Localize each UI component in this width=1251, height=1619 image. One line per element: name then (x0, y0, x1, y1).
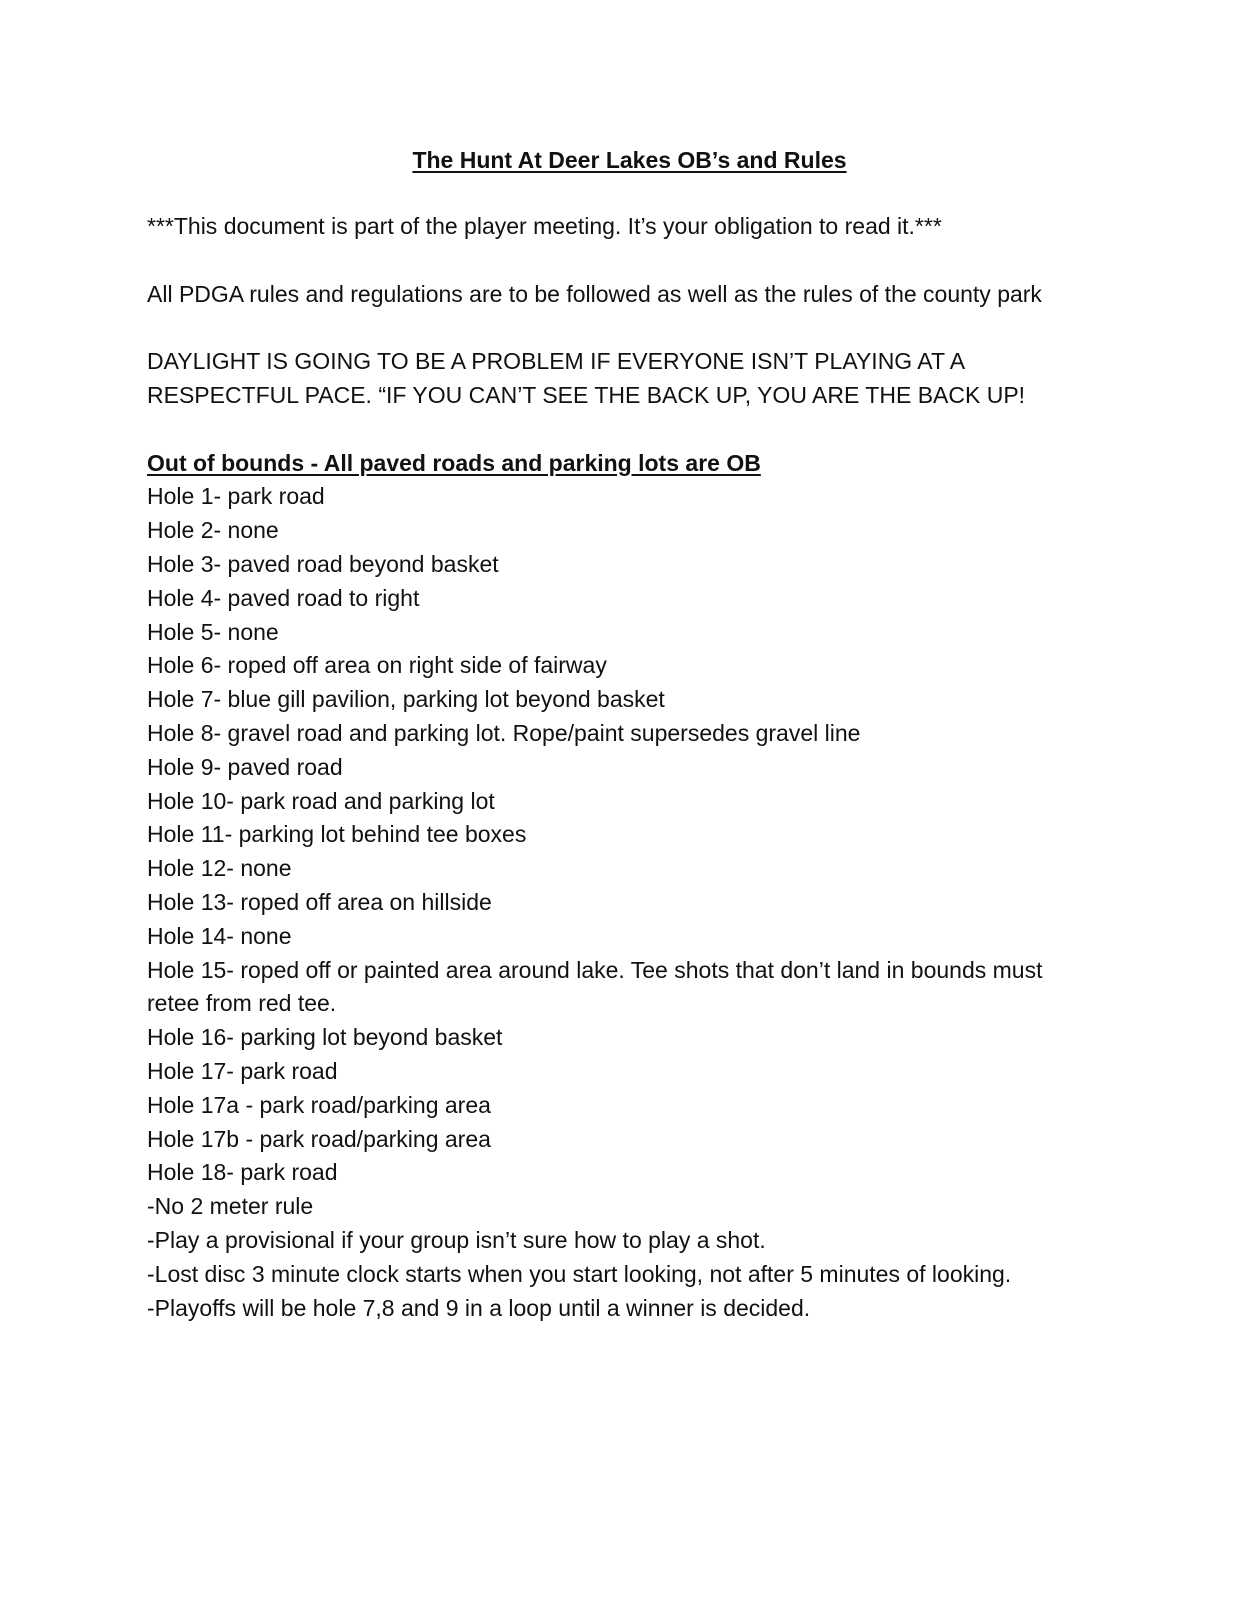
hole-ob-item: Hole 6- roped off area on right side of fairway (147, 652, 607, 679)
hole-ob-item: Hole 17b - park road/parking area (147, 1125, 491, 1152)
daylight-warning-line: DAYLIGHT IS GOING TO BE A PROBLEM IF EVERYONE ISN’T PLAYING AT A (147, 348, 966, 375)
hole-ob-item: Hole 15- roped off or painted area around lake. Tee shots that don’t land in bounds must (147, 956, 1043, 983)
hole-ob-item: Hole 5- none (147, 618, 279, 645)
hole-ob-item: Hole 13- roped off area on hillside (147, 888, 492, 915)
extra-rule-item: -Play a provisional if your group isn’t sure how to play a shot. (147, 1226, 766, 1253)
hole-ob-item: retee from red tee. (147, 990, 337, 1017)
extra-rule-item: -Lost disc 3 minute clock starts when you start looking, not after 5 minutes of looking. (147, 1260, 1012, 1287)
hole-ob-item: Hole 17a - park road/parking area (147, 1091, 491, 1118)
extra-rule-item: -No 2 meter rule (147, 1193, 314, 1220)
hole-ob-item: Hole 17- park road (147, 1057, 338, 1084)
daylight-warning (147, 345, 1112, 413)
hole-ob-item: Hole 2- none (147, 517, 279, 544)
hole-ob-item: Hole 8- gravel road and parking lot. Rope/paint supersedes gravel line (147, 719, 861, 746)
extra-rules-list (147, 1190, 1112, 1325)
hole-ob-item: Hole 16- parking lot beyond basket (147, 1024, 503, 1051)
hole-ob-list (147, 480, 1112, 1190)
hole-ob-item: Hole 14- none (147, 922, 292, 949)
hole-ob-item: Hole 11- parking lot behind tee boxes (147, 821, 527, 848)
hole-ob-item: Hole 9- paved road (147, 753, 343, 780)
extra-rule-item: -Playoffs will be hole 7,8 and 9 in a loop until a winner is decided. (147, 1294, 811, 1321)
daylight-warning-line: RESPECTFUL PACE. “IF YOU CAN’T SEE THE BACK UP, YOU ARE THE BACK UP! (147, 381, 1026, 408)
hole-ob-item: Hole 7- blue gill pavilion, parking lot beyond basket (147, 686, 665, 713)
document-title: The Hunt At Deer Lakes OB’s and Rules (412, 147, 847, 173)
hole-ob-item: Hole 12- none (147, 855, 292, 882)
hole-ob-item: Hole 4- paved road to right (147, 584, 420, 611)
hole-ob-item: Hole 18- park road (147, 1159, 338, 1186)
rules-statement: All PDGA rules and regulations are to be followed as well as the rules of the county park (147, 280, 1042, 307)
hole-ob-item: Hole 1- park road (147, 483, 325, 510)
document-body (147, 143, 1112, 1325)
player-meeting-notice: ***This document is part of the player meeting. It’s your obligation to read it.*** (147, 213, 942, 239)
hole-ob-item: Hole 3- paved road beyond basket (147, 550, 499, 577)
ob-section-heading: Out of bounds - All paved roads and parking lots are OB (147, 449, 761, 476)
hole-ob-item: Hole 10- park road and parking lot (147, 787, 495, 814)
